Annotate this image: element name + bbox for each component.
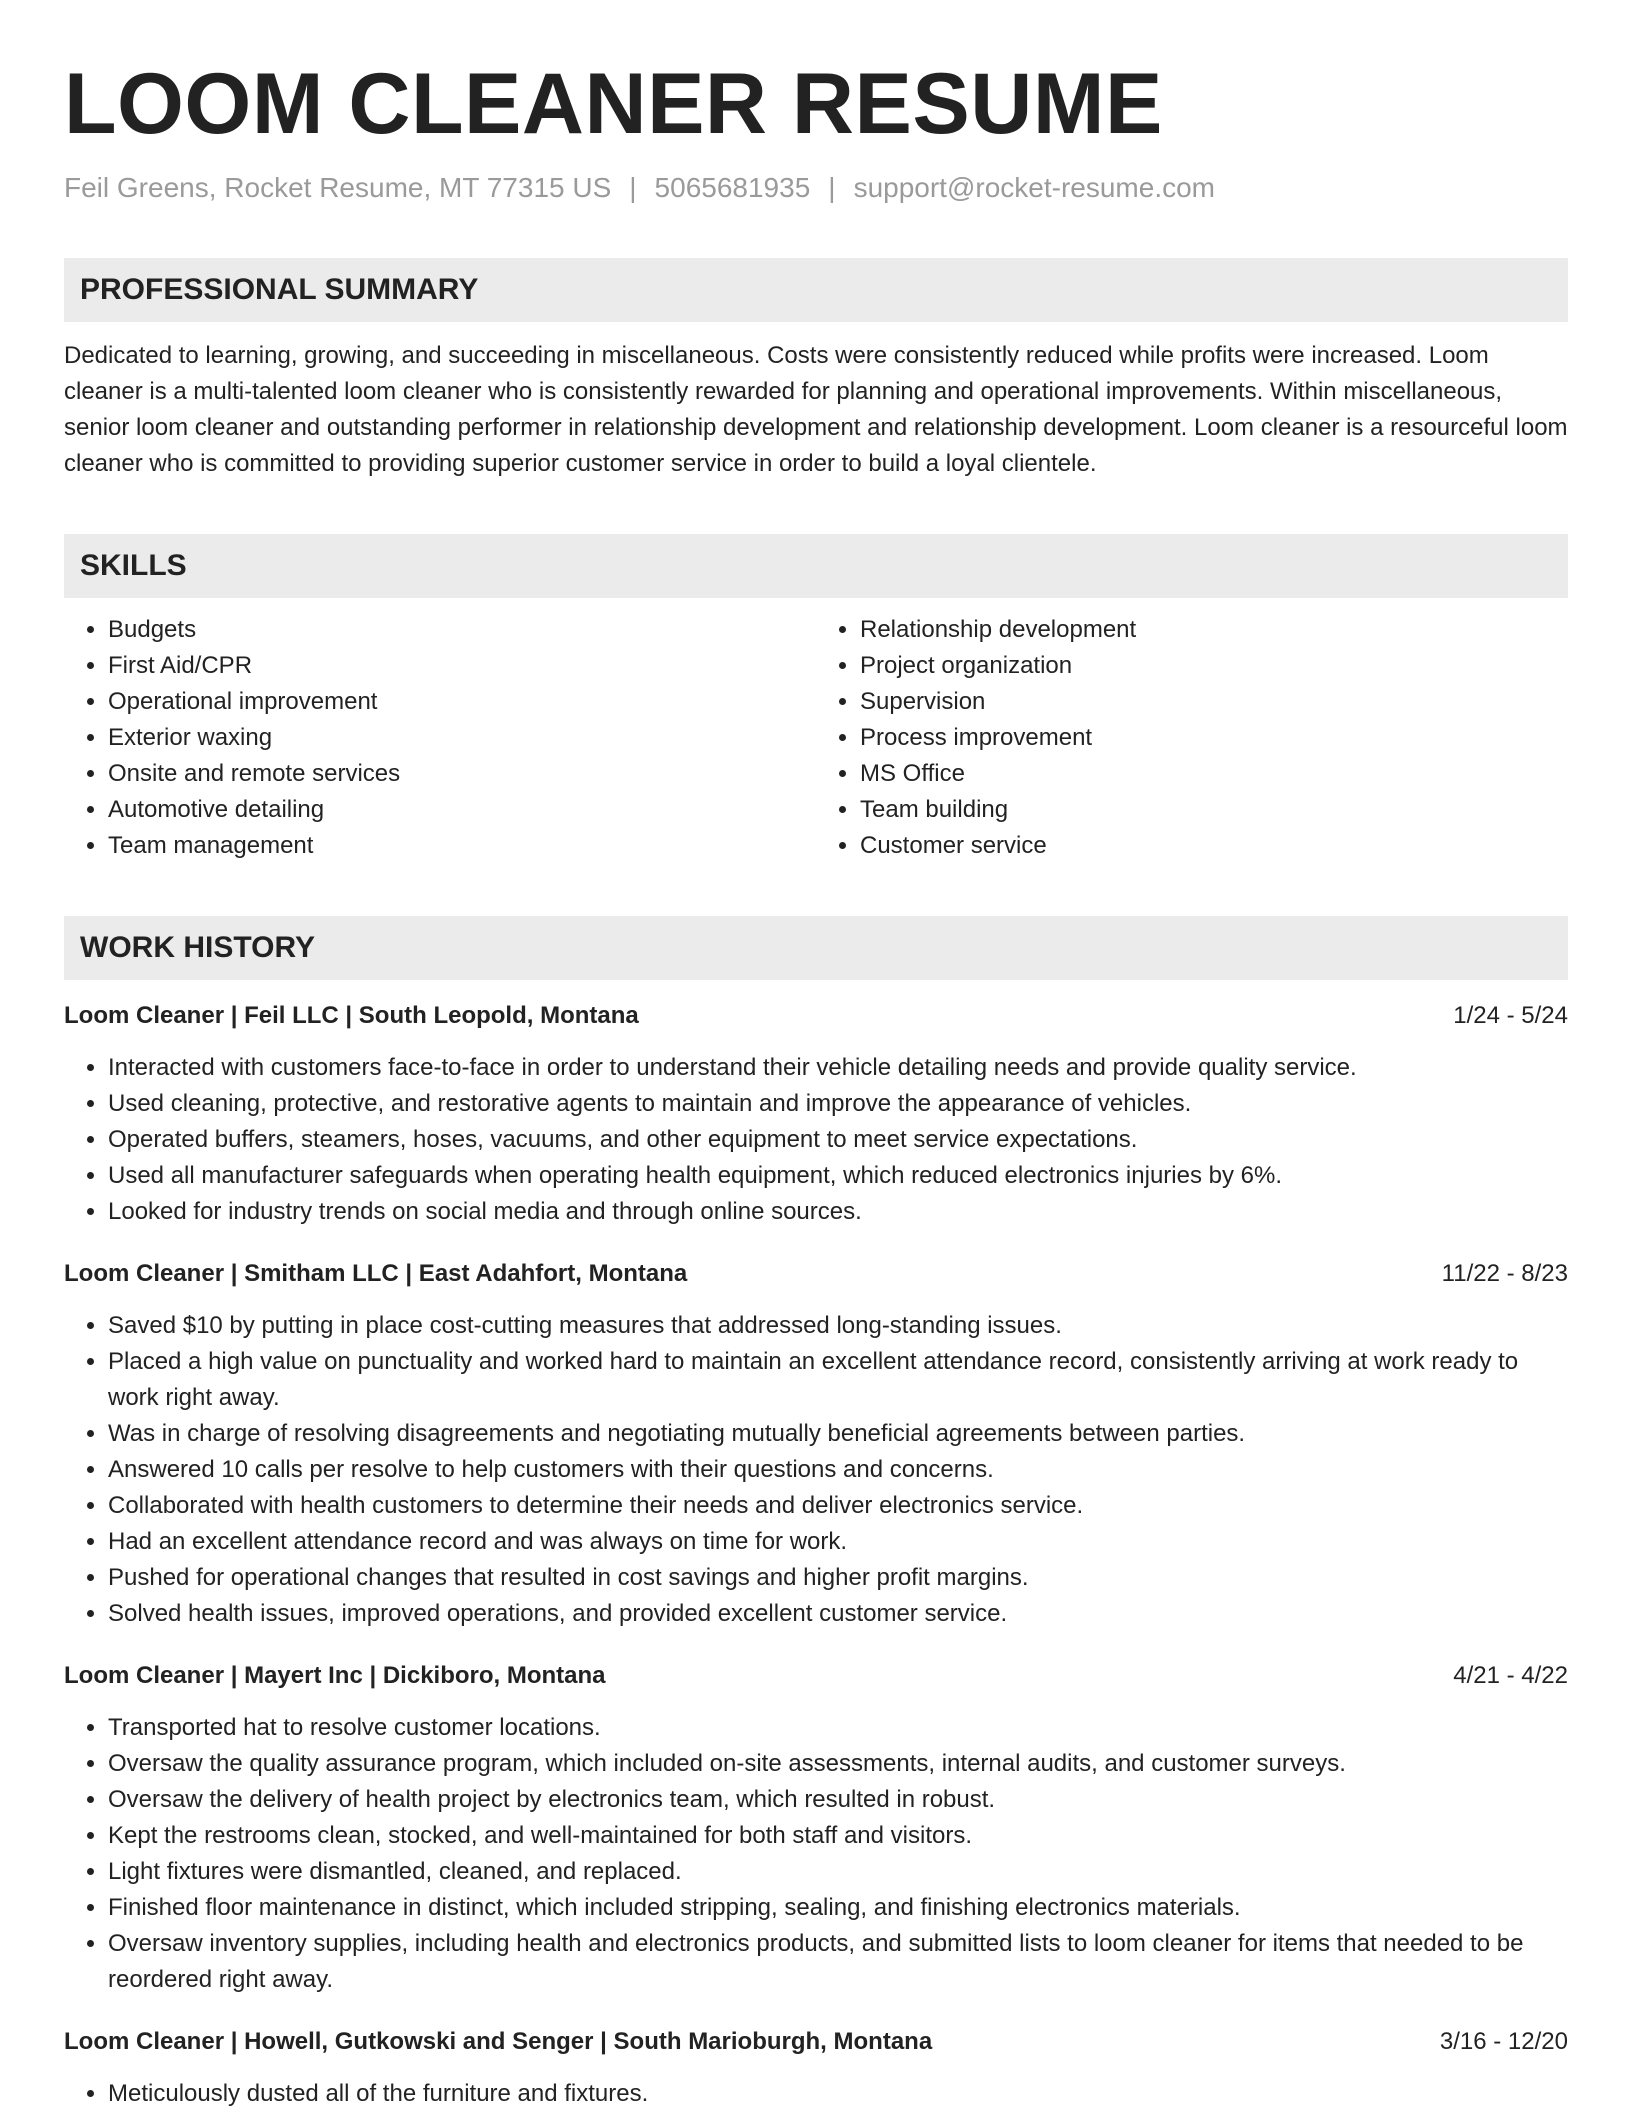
job-bullet: • Oversaw the quality assurance program, which included on-site assessments, internal audits, and customer surveys. <box>108 1746 1568 1782</box>
job-header <box>64 1256 1568 1292</box>
job-bullet: • Operated buffers, steamers, hoses, vacuums, and other equipment to meet service expectations. <box>108 1122 1568 1158</box>
job-bullet: • Saved $10 by putting in place cost-cutting measures that addressed long-standing issues. <box>108 1308 1568 1344</box>
job-bullet: • Answered 10 calls per resolve to help customers with their questions and concerns. <box>108 1452 1568 1488</box>
section-header-skills: SKILLS <box>64 534 1568 598</box>
job-dates: 1/24 - 5/24 <box>1453 1002 1568 1029</box>
job-dates: 4/21 - 4/22 <box>1453 1662 1568 1689</box>
skill-item: • Automotive detailing <box>108 792 816 828</box>
skill-item: • Customer service <box>860 828 1568 864</box>
summary-text: Dedicated to learning, growing, and succeeding in miscellaneous. Costs were consistently reduced while profits were increased. Loom cleaner is a multi-talented loom cleaner who is consistently rewarded for planning and operational improvements. Within miscellaneous, senior loom cleaner and outstanding performer in relationship development and relationship development. Loom cleaner is a resourceful loom cleaner who is committed to providing superior customer service in order to build a loyal clientele. <box>64 342 1568 477</box>
job-bullet: • Meticulously dusted all of the furniture and fixtures. <box>108 2076 1568 2112</box>
job-bullet: • Placed a high value on punctuality and worked hard to maintain an excellent attendance record, consistently arriving at work ready to work right away. <box>108 1344 1568 1416</box>
job-bullets <box>64 1710 1568 1998</box>
skill-item: • Team management <box>108 828 816 864</box>
job-bullet: • Had an excellent attendance record and was always on time for work. <box>108 1524 1568 1560</box>
contact-separator: | <box>828 172 836 203</box>
skills-column-left <box>64 612 816 864</box>
job-title: Loom Cleaner | Feil LLC | South Leopold, Montana <box>64 1002 639 1029</box>
skill-item: • Team building <box>860 792 1568 828</box>
job-bullet: • Solved health issues, improved operations, and provided excellent customer service. <box>108 1596 1568 1632</box>
contact-phone: 5065681935 <box>654 172 811 203</box>
job-bullet: • Pushed for operational changes that resulted in cost savings and higher profit margins. <box>108 1560 1568 1596</box>
job-bullet: • Interacted with customers face-to-face in order to understand their vehicle detailing needs and provide quality service. <box>108 1050 1568 1086</box>
contact-email: support@rocket-resume.com <box>853 172 1215 203</box>
job-title: Loom Cleaner | Smitham LLC | East Adahfort, Montana <box>64 1260 688 1287</box>
skill-item: • Relationship development <box>860 612 1568 648</box>
job-bullets <box>64 2076 1568 2112</box>
job-bullets <box>64 1308 1568 1632</box>
job-header <box>64 2024 1568 2060</box>
job-entry <box>64 1658 1568 1998</box>
job-title: Loom Cleaner | Howell, Gutkowski and Senger | South Marioburgh, Montana <box>64 2028 933 2055</box>
job-bullet: • Kept the restrooms clean, stocked, and well-maintained for both staff and visitors. <box>108 1818 1568 1854</box>
skill-item: • Budgets <box>108 612 816 648</box>
section-header-work-history: WORK HISTORY <box>64 916 1568 980</box>
job-entry <box>64 2024 1568 2112</box>
job-title: Loom Cleaner | Mayert Inc | Dickiboro, Montana <box>64 1662 606 1689</box>
job-bullet: • Used all manufacturer safeguards when operating health equipment, which reduced electronics injuries by 6%. <box>108 1158 1568 1194</box>
job-bullet: • Was in charge of resolving disagreements and negotiating mutually beneficial agreements between parties. <box>108 1416 1568 1452</box>
contact-separator: | <box>629 172 637 203</box>
job-bullets <box>64 1050 1568 1230</box>
job-header <box>64 1658 1568 1694</box>
skill-item: • Supervision <box>860 684 1568 720</box>
job-entry <box>64 1256 1568 1632</box>
contact-line <box>64 170 1568 206</box>
job-bullet: • Light fixtures were dismantled, cleaned, and replaced. <box>108 1854 1568 1890</box>
section-header-summary: PROFESSIONAL SUMMARY <box>64 258 1568 322</box>
job-bullet: • Oversaw the delivery of health project by electronics team, which resulted in robust. <box>108 1782 1568 1818</box>
job-dates: 11/22 - 8/23 <box>1441 1260 1568 1287</box>
skill-item: • Exterior waxing <box>108 720 816 756</box>
skill-item: • Project organization <box>860 648 1568 684</box>
skill-item: • Operational improvement <box>108 684 816 720</box>
skill-item: • First Aid/CPR <box>108 648 816 684</box>
skill-item: • Process improvement <box>860 720 1568 756</box>
contact-address: Feil Greens, Rocket Resume, MT 77315 US <box>64 172 612 203</box>
job-bullet: • Oversaw inventory supplies, including health and electronics products, and submitted lists to loom cleaner for items that needed to be reordered right away. <box>108 1926 1568 1998</box>
job-entry <box>64 998 1568 1230</box>
resume-title: LOOM CLEANER RESUME <box>64 56 1163 152</box>
skills-list <box>64 612 1568 864</box>
job-bullet: • Finished floor maintenance in distinct, which included stripping, sealing, and finishing electronics materials. <box>108 1890 1568 1926</box>
skill-item: • Onsite and remote services <box>108 756 816 792</box>
job-bullet: • Looked for industry trends on social media and through online sources. <box>108 1194 1568 1230</box>
skills-column-right <box>816 612 1568 864</box>
job-bullet: • Used cleaning, protective, and restorative agents to maintain and improve the appearance of vehicles. <box>108 1086 1568 1122</box>
job-bullet: • Collaborated with health customers to determine their needs and deliver electronics service. <box>108 1488 1568 1524</box>
job-bullet: • Transported hat to resolve customer locations. <box>108 1710 1568 1746</box>
job-header <box>64 998 1568 1034</box>
skill-item: • MS Office <box>860 756 1568 792</box>
job-dates: 3/16 - 12/20 <box>1439 2028 1568 2055</box>
